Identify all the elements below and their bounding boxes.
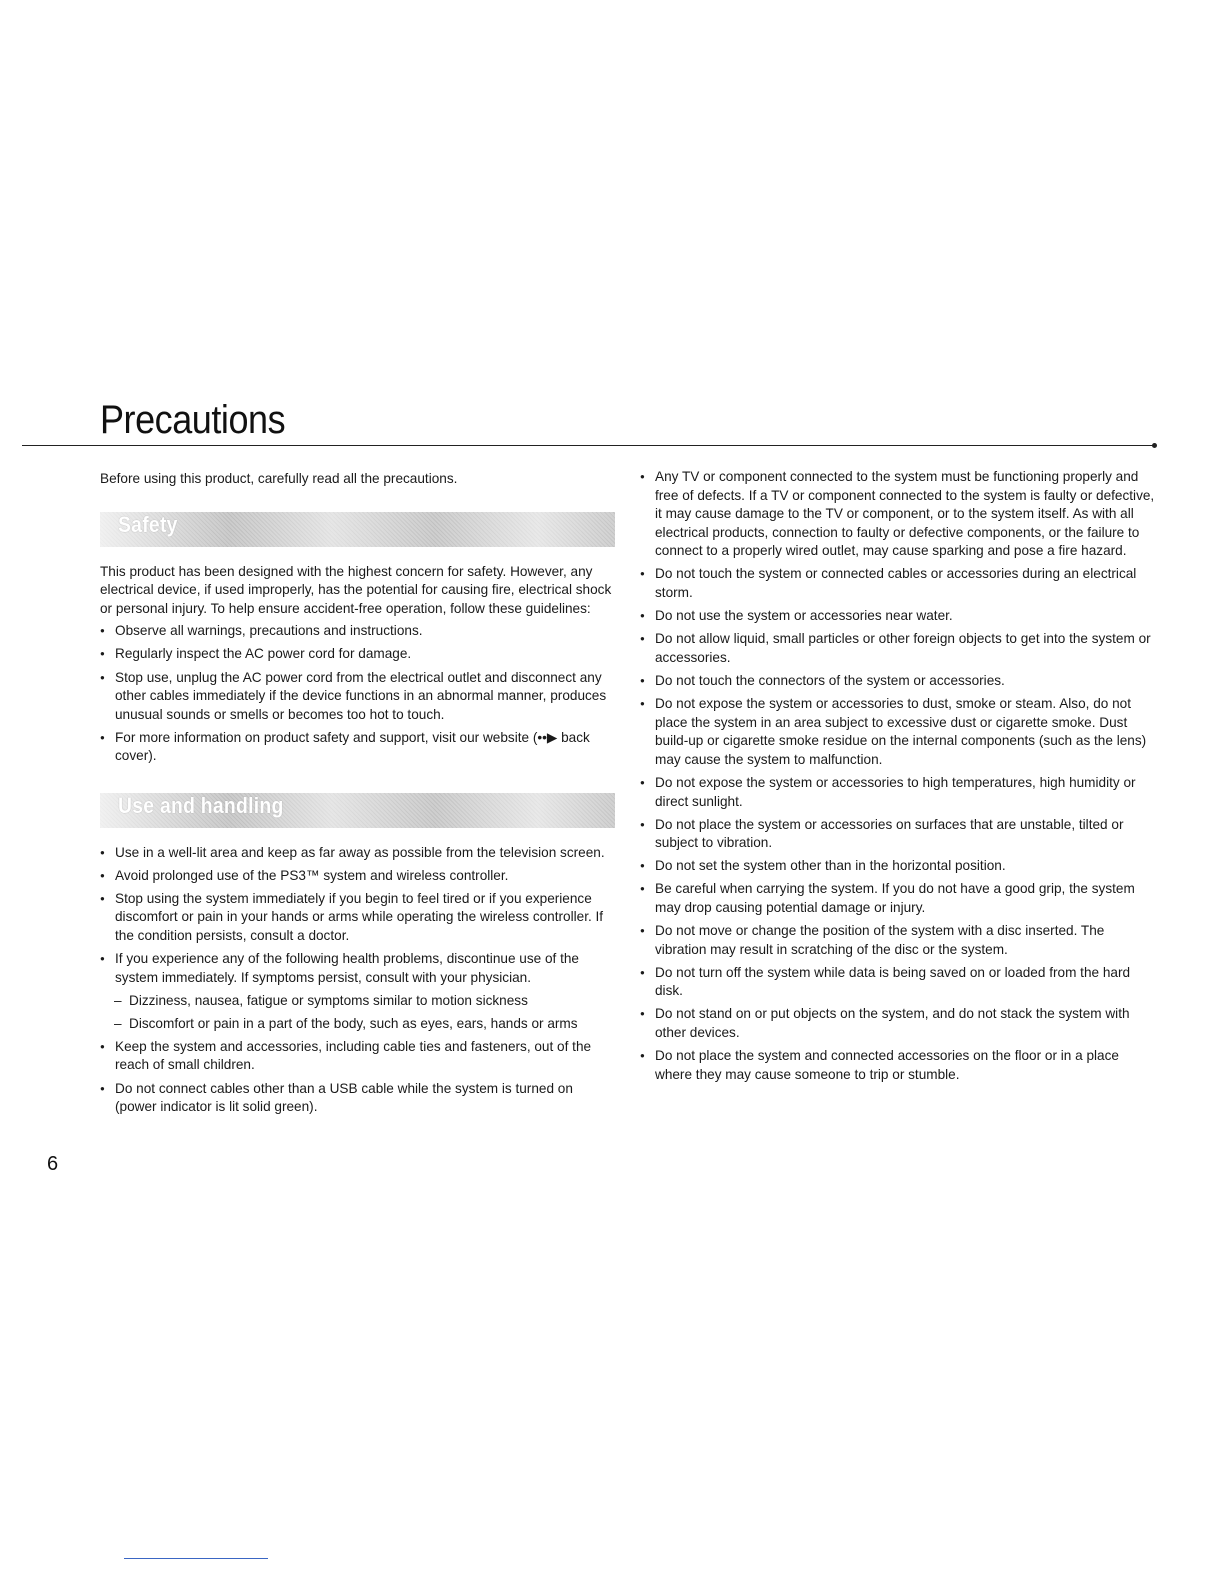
handling-list-continued [100,1038,615,1117]
title-rule [22,445,1154,446]
left-column [100,470,615,1121]
list-item: ● Do not use the system or accessories near water. [640,607,1155,626]
list-item: ● Use in a well-lit area and keep as far away as possible from the television screen. [100,844,615,863]
right-column [640,468,1155,1089]
list-item: ● Avoid prolonged use of the PS3™ system and wireless controller. [100,867,615,886]
list-item: ● If you experience any of the following health problems, discontinue use of the system immediately. If symptoms persist, consult with your physician. [100,950,615,987]
sub-list-item: – Dizziness, nausea, fatigue or symptoms similar to motion sickness [100,992,615,1011]
list-item: ● Stop using the system immediately if you begin to feel tired or if you experience discomfort or pain in your hands or arms while operating the wireless controller. If the condition persists, consult a doctor. [100,890,615,946]
title-rule-dot [1152,443,1157,448]
list-item: ● Do not turn off the system while data is being saved on or loaded from the hard disk. [640,964,1155,1001]
list-item: ● Observe all warnings, precautions and instructions. [100,622,615,641]
list-item: ● Do not set the system other than in the horizontal position. [640,857,1155,876]
list-item: ● Be careful when carrying the system. If you do not have a good grip, the system may drop causing potential damage or injury. [640,880,1155,917]
handling-list [100,844,615,988]
safety-list [100,622,615,766]
page-number: 6 [47,1153,59,1175]
right-list [640,468,1155,1084]
safety-paragraph: This product has been designed with the highest concern for safety. However, any electrical device, if used improperly, has the potential for causing fire, electrical shock or personal injury. To help ensure accident-free operation, follow these guidelines: [100,563,612,616]
list-item: ● Do not touch the connectors of the system or accessories. [640,672,1155,691]
list-item: ● Keep the system and accessories, including cable ties and fasteners, out of the reach of small children. [100,1038,615,1075]
list-item: ● Stop use, unplug the AC power cord from the electrical outlet and disconnect any other cables immediately if the device functions in an abnormal manner, produces unusual sounds or smells or becomes too hot to touch. [100,669,615,725]
list-item: ● Do not move or change the position of the system with a disc inserted. The vibration may result in scratching of the disc or the system. [640,922,1155,959]
safety-heading-band [100,512,615,547]
list-item: ● Regularly inspect the AC power cord for damage. [100,645,615,664]
list-item: ● Do not place the system and connected accessories on the floor or in a place where they may cause someone to trip or stumble. [640,1047,1155,1084]
list-item: ● Do not place the system or accessories on surfaces that are unstable, tilted or subject to vibration. [640,816,1155,853]
handling-heading-band [100,793,615,828]
list-item: ● Do not allow liquid, small particles or other foreign objects to get into the system or accessories. [640,630,1155,667]
intro-text: Before using this product, carefully read all the precautions. [100,471,458,486]
list-item: ● Do not touch the system or connected cables or accessories during an electrical storm. [640,565,1155,602]
handling-heading: Use and handling [118,792,284,818]
footer-link-underline [124,1558,268,1559]
list-item: ● Do not stand on or put objects on the system, and do not stack the system with other devices. [640,1005,1155,1042]
list-item: ● Do not expose the system or accessories to high temperatures, high humidity or direct sunlight. [640,774,1155,811]
list-item: ● Any TV or component connected to the system must be functioning properly and free of defects. If a TV or component connected to the system is faulty or defective, it may cause damage to the TV or component, or to the system itself. As with all electrical products, connection to faulty or defective components, or the failure to connect to a properly wired outlet, may cause sparking and pose a fire hazard. [640,468,1155,561]
list-item: ● For more information on product safety and support, visit our website (••▶ back cover). [100,729,615,766]
safety-heading: Safety [118,511,178,537]
list-item: ● Do not expose the system or accessories to dust, smoke or steam. Also, do not place the system in an area subject to excessive dust or cigarette smoke. Dust build-up or cigarette smoke residue on the internal components (such as the lens) may cause the system to malfunction. [640,695,1155,769]
list-item: ● Do not connect cables other than a USB cable while the system is turned on (power indicator is lit solid green). [100,1080,615,1117]
sub-list-item: – Discomfort or pain in a part of the body, such as eyes, ears, hands or arms [100,1015,615,1034]
page-title: Precautions [100,398,286,442]
health-sublist [100,992,615,1034]
